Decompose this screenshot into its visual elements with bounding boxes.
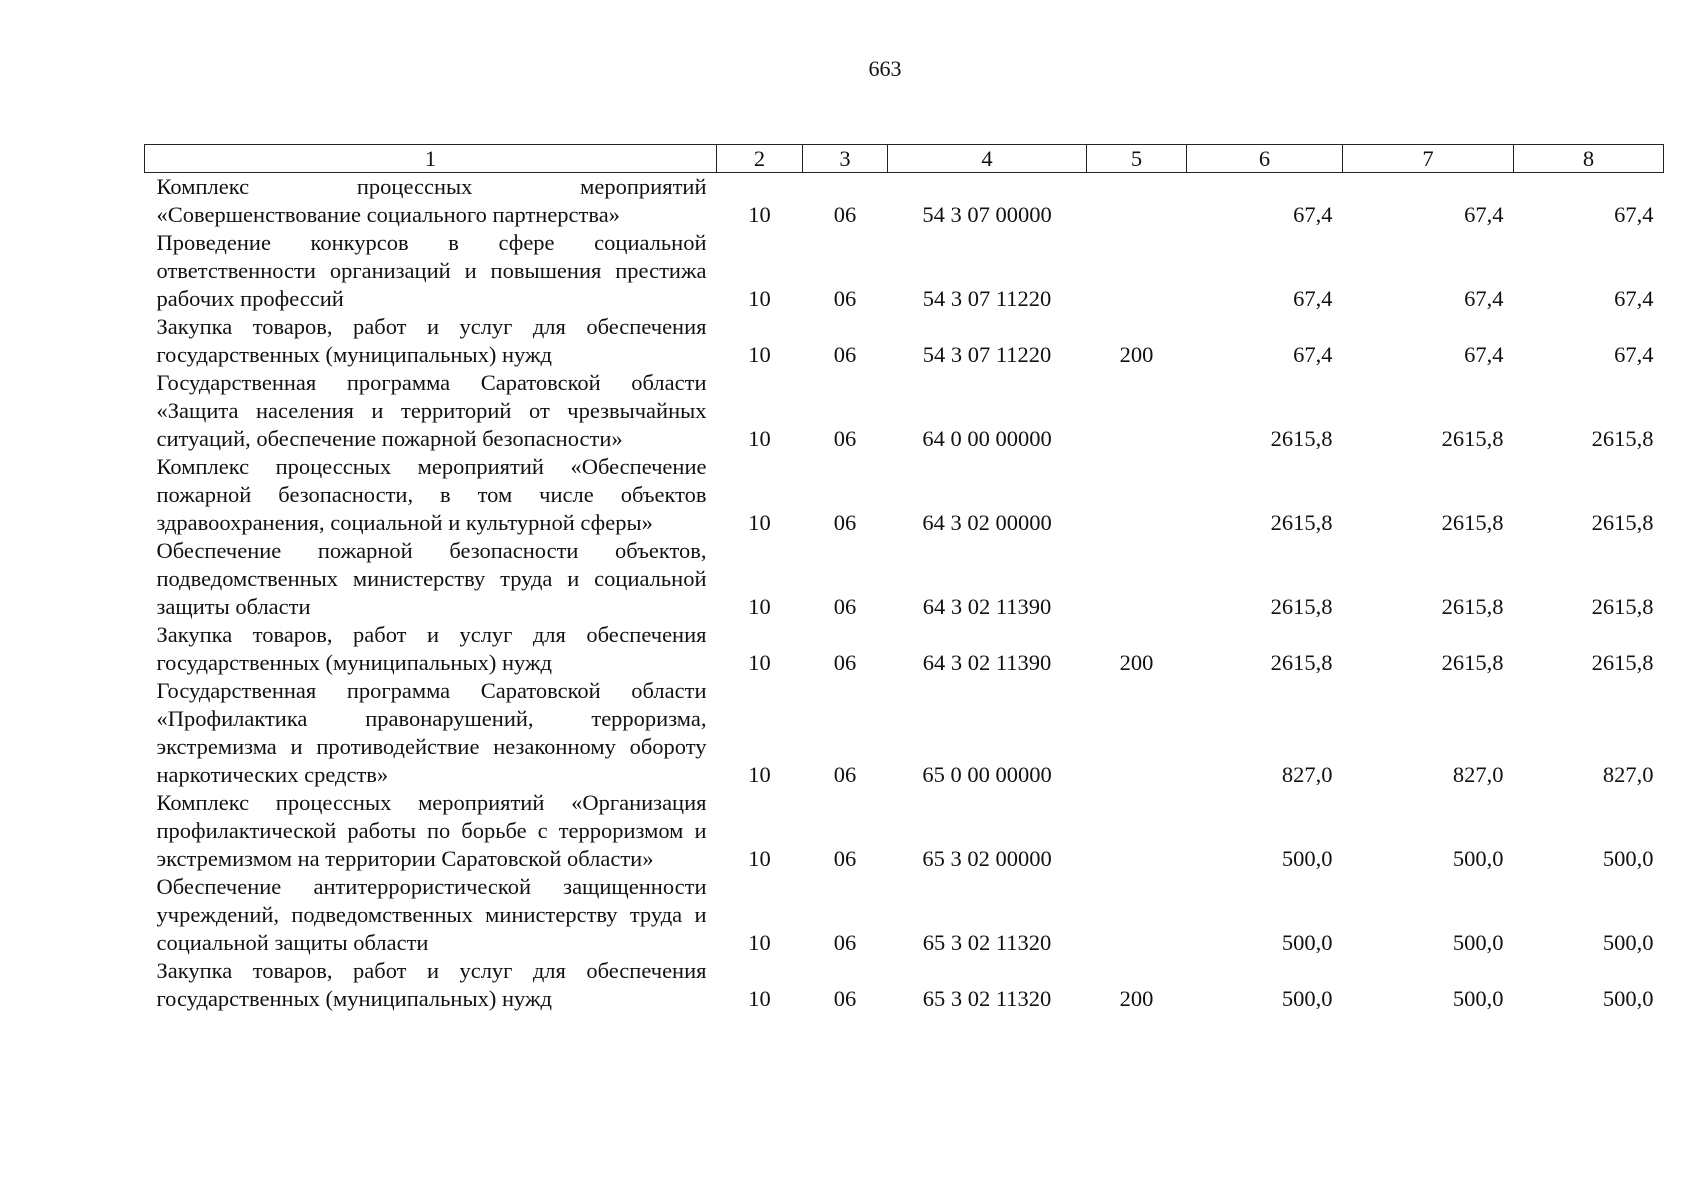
amount-col-8: 2615,8 xyxy=(1591,650,1654,675)
column-header-2: 2 xyxy=(717,145,803,173)
column-header-8: 8 xyxy=(1514,145,1664,173)
subsection-code: 06 xyxy=(833,202,857,227)
target-article-code: 65 0 00 00000 xyxy=(922,762,1052,787)
subsection-code: 06 xyxy=(833,426,857,451)
amount-col-7: 67,4 xyxy=(1464,202,1504,227)
amount-col-7: 500,0 xyxy=(1452,846,1504,871)
amount-col-7: 827,0 xyxy=(1452,762,1504,787)
target-article-code: 54 3 07 00000 xyxy=(922,202,1052,227)
section-code: 10 xyxy=(748,510,771,535)
subsection-code: 06 xyxy=(833,846,857,871)
amount-col-6: 500,0 xyxy=(1281,846,1333,871)
section-code: 10 xyxy=(748,986,771,1011)
amount-col-8: 500,0 xyxy=(1602,846,1654,871)
table-row xyxy=(145,677,1664,789)
amount-col-6: 67,4 xyxy=(1293,202,1333,227)
amount-col-6: 2615,8 xyxy=(1270,426,1333,451)
target-article-code: 65 3 02 11320 xyxy=(922,986,1052,1011)
subsection-code: 06 xyxy=(833,762,857,787)
row-name: Государственная программа Саратовской области «Профилактика правонарушений, терроризма, экстремизма и противодействие незаконному обороту наркотических средств» xyxy=(156,678,707,787)
budget-table xyxy=(144,144,1664,1013)
table-row xyxy=(145,789,1664,873)
amount-col-8: 2615,8 xyxy=(1591,510,1654,535)
amount-col-7: 500,0 xyxy=(1452,930,1504,955)
column-header-1: 1 xyxy=(145,145,717,173)
amount-col-6: 67,4 xyxy=(1293,342,1333,367)
table-row xyxy=(145,173,1664,230)
amount-col-7: 2615,8 xyxy=(1441,510,1504,535)
amount-col-8: 2615,8 xyxy=(1591,426,1654,451)
table-row xyxy=(145,957,1664,1013)
table-row xyxy=(145,229,1664,313)
section-code: 10 xyxy=(748,342,771,367)
amount-col-7: 2615,8 xyxy=(1441,426,1504,451)
row-name: Комплекс процессных мероприятий «Организация профилактической работы по борьбе с терроризмом и экстремизмом на территории Саратовской области» xyxy=(156,790,707,871)
subsection-code: 06 xyxy=(833,342,857,367)
table-row xyxy=(145,313,1664,369)
amount-col-8: 500,0 xyxy=(1602,986,1654,1011)
target-article-code: 64 3 02 00000 xyxy=(922,510,1052,535)
section-code: 10 xyxy=(748,594,771,619)
expense-type-code xyxy=(1087,453,1187,537)
amount-col-6: 67,4 xyxy=(1293,286,1333,311)
expense-type-code xyxy=(1087,173,1187,230)
table-row xyxy=(145,453,1664,537)
amount-col-6: 500,0 xyxy=(1281,986,1333,1011)
section-code: 10 xyxy=(748,202,771,227)
target-article-code: 64 3 02 11390 xyxy=(922,594,1052,619)
amount-col-8: 67,4 xyxy=(1614,286,1654,311)
row-name: Комплекс процессных мероприятий «Совершенствование социального партнерства» xyxy=(156,174,707,227)
target-article-code: 65 3 02 11320 xyxy=(922,930,1052,955)
amount-col-8: 67,4 xyxy=(1614,202,1654,227)
row-name: Государственная программа Саратовской области «Защита населения и территорий от чрезвычайных ситуаций, обеспечение пожарной безопасности» xyxy=(156,370,707,451)
row-name: Обеспечение пожарной безопасности объектов, подведомственных министерству труда и социальной защиты области xyxy=(156,538,707,619)
expense-type-code: 200 xyxy=(1119,986,1154,1011)
expense-type-code xyxy=(1087,537,1187,621)
amount-col-7: 2615,8 xyxy=(1441,650,1504,675)
subsection-code: 06 xyxy=(833,930,857,955)
expense-type-code xyxy=(1087,229,1187,313)
table-row xyxy=(145,369,1664,453)
subsection-code: 06 xyxy=(833,510,857,535)
target-article-code: 64 3 02 11390 xyxy=(922,650,1052,675)
amount-col-7: 67,4 xyxy=(1464,342,1504,367)
expense-type-code: 200 xyxy=(1119,650,1154,675)
expense-type-code xyxy=(1087,789,1187,873)
header-row xyxy=(145,145,1664,173)
target-article-code: 64 0 00 00000 xyxy=(922,426,1052,451)
amount-col-8: 67,4 xyxy=(1614,342,1654,367)
column-header-6: 6 xyxy=(1187,145,1343,173)
target-article-code: 54 3 07 11220 xyxy=(922,286,1052,311)
amount-col-8: 500,0 xyxy=(1602,930,1654,955)
amount-col-6: 2615,8 xyxy=(1270,594,1333,619)
subsection-code: 06 xyxy=(833,986,857,1011)
section-code: 10 xyxy=(748,650,771,675)
amount-col-6: 2615,8 xyxy=(1270,650,1333,675)
section-code: 10 xyxy=(748,426,771,451)
column-header-7: 7 xyxy=(1343,145,1514,173)
row-name: Обеспечение антитеррористической защищенности учреждений, подведомственных министерству труда и социальной защиты области xyxy=(156,874,707,955)
expense-type-code: 200 xyxy=(1119,342,1154,367)
target-article-code: 54 3 07 11220 xyxy=(922,342,1052,367)
row-name: Проведение конкурсов в сфере социальной ответственности организаций и повышения престижа рабочих профессий xyxy=(156,230,707,311)
amount-col-8: 2615,8 xyxy=(1591,594,1654,619)
column-header-4: 4 xyxy=(888,145,1087,173)
page-number: 663 xyxy=(868,56,902,81)
amount-col-6: 2615,8 xyxy=(1270,510,1333,535)
amount-col-8: 827,0 xyxy=(1602,762,1654,787)
amount-col-7: 67,4 xyxy=(1464,286,1504,311)
table-row xyxy=(145,537,1664,621)
subsection-code: 06 xyxy=(833,286,857,311)
section-code: 10 xyxy=(748,846,771,871)
amount-col-6: 500,0 xyxy=(1281,930,1333,955)
section-code: 10 xyxy=(748,930,771,955)
subsection-code: 06 xyxy=(833,650,857,675)
expense-type-code xyxy=(1087,677,1187,789)
section-code: 10 xyxy=(748,762,771,787)
column-header-3: 3 xyxy=(803,145,888,173)
row-name: Закупка товаров, работ и услуг для обеспечения государственных (муниципальных) нужд xyxy=(156,622,707,675)
expense-type-code xyxy=(1087,369,1187,453)
amount-col-6: 827,0 xyxy=(1281,762,1333,787)
table-row xyxy=(145,621,1664,677)
row-name: Комплекс процессных мероприятий «Обеспечение пожарной безопасности, в том числе объектов здравоохранения, социальной и культурной сферы» xyxy=(156,454,707,535)
target-article-code: 65 3 02 00000 xyxy=(922,846,1052,871)
row-name: Закупка товаров, работ и услуг для обеспечения государственных (муниципальных) нужд xyxy=(156,958,707,1011)
row-name: Закупка товаров, работ и услуг для обеспечения государственных (муниципальных) нужд xyxy=(156,314,707,367)
section-code: 10 xyxy=(748,286,771,311)
subsection-code: 06 xyxy=(833,594,857,619)
expense-type-code xyxy=(1087,873,1187,957)
column-header-5: 5 xyxy=(1087,145,1187,173)
amount-col-7: 500,0 xyxy=(1452,986,1504,1011)
table-row xyxy=(145,873,1664,957)
amount-col-7: 2615,8 xyxy=(1441,594,1504,619)
